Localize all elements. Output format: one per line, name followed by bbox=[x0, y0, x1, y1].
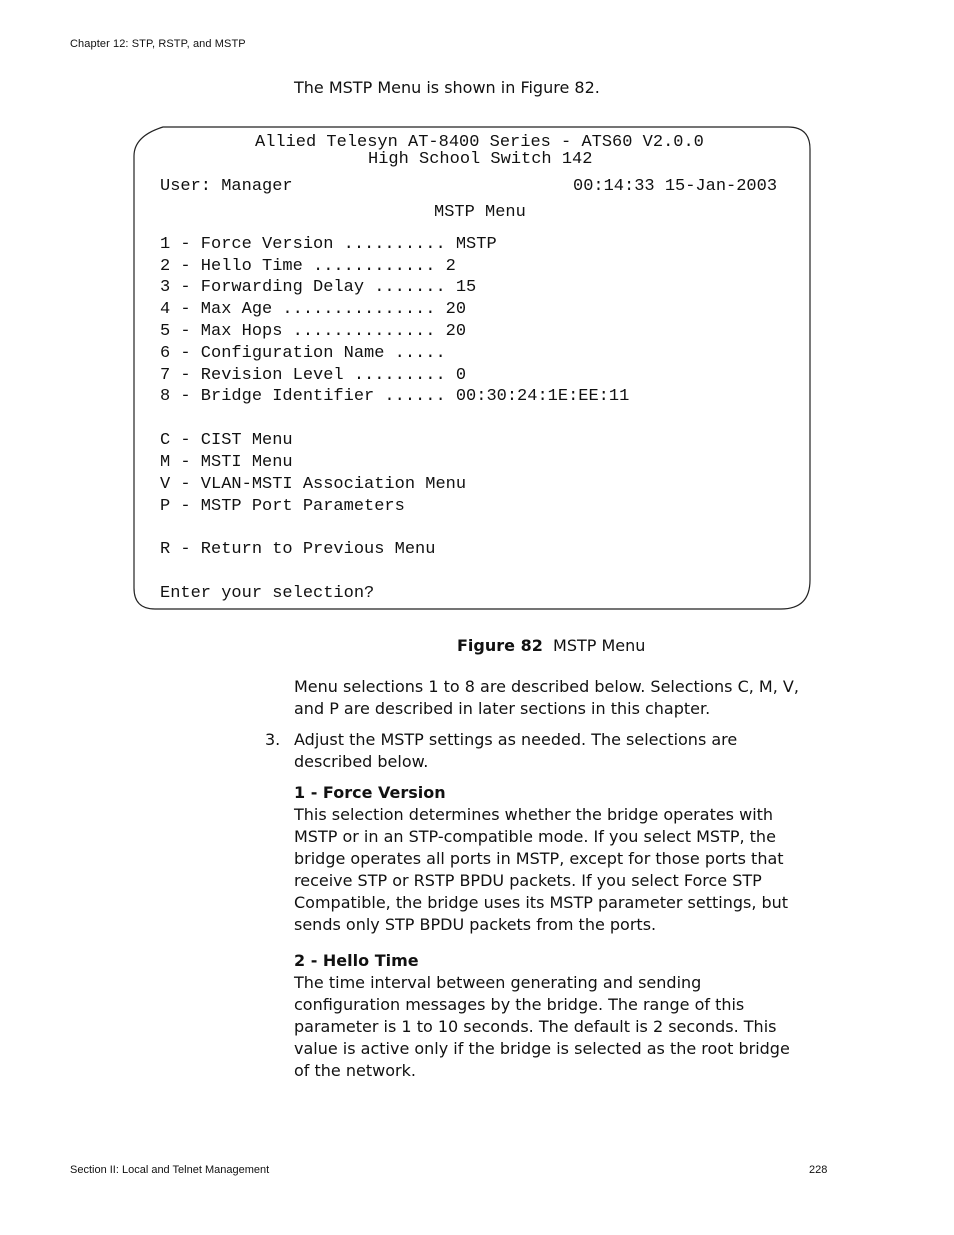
terminal-timestamp: 00:14:33 15-Jan-2003 bbox=[573, 177, 778, 196]
section-heading: 2 - Hello Time bbox=[294, 951, 419, 970]
paragraph-menu-selections bbox=[294, 676, 804, 720]
step-3 bbox=[294, 729, 804, 773]
section-text: This selection determines whether the bridge operates with MSTP or in an STP-compatible mode. If you select MSTP, the bridge operates all ports in MSTP, except for those ports that receive STP or RSTP BPDU packets. If you select Force STP Compatible, the bridge uses its MSTP parameter settings, but sends only STP BPDU packets from the ports. bbox=[294, 805, 789, 934]
terminal-menu-title: MSTP Menu bbox=[434, 203, 526, 222]
menu-item-hello-time[interactable]: 2 - Hello Time ............ 2 bbox=[160, 257, 456, 276]
chapter-header: Chapter 12: STP, RSTP, and MSTP bbox=[70, 38, 246, 50]
menu-item-return[interactable]: R - Return to Previous Menu bbox=[160, 540, 436, 559]
section-heading: 1 - Force Version bbox=[294, 783, 446, 802]
figure-caption bbox=[457, 636, 645, 655]
intro-text: The MSTP Menu is shown in Figure 82. bbox=[294, 78, 600, 97]
step-text: Adjust the MSTP settings as needed. The selections are described below. bbox=[294, 730, 738, 771]
menu-item-max-hops[interactable]: 5 - Max Hops .............. 20 bbox=[160, 322, 467, 341]
menu-item-revision-level[interactable]: 7 - Revision Level ......... 0 bbox=[160, 366, 467, 385]
menu-item-bridge-identifier[interactable]: 8 - Bridge Identifier ...... 00:30:24:1E:EE:11 bbox=[160, 387, 630, 406]
menu-item-msti[interactable]: M - MSTI Menu bbox=[160, 453, 293, 472]
menu-item-configuration-name[interactable]: 6 - Configuration Name ..... bbox=[160, 344, 446, 363]
menu-item-port-parameters[interactable]: P - MSTP Port Parameters bbox=[160, 497, 405, 516]
section-force-version bbox=[294, 782, 804, 936]
menu-item-forwarding-delay[interactable]: 3 - Forwarding Delay ....... 15 bbox=[160, 278, 477, 297]
figure-title: MSTP Menu bbox=[553, 636, 646, 655]
footer-page-number: 228 bbox=[809, 1164, 828, 1176]
menu-item-cist[interactable]: C - CIST Menu bbox=[160, 431, 293, 450]
menu-item-force-version[interactable]: 1 - Force Version .......... MSTP bbox=[160, 235, 497, 254]
step-number: 3. bbox=[265, 730, 281, 749]
paragraph-text: Menu selections 1 to 8 are described below. Selections C, M, V, and P are described in later sections in this chapter. bbox=[294, 677, 799, 718]
terminal-user: User: Manager bbox=[160, 177, 293, 196]
menu-item-max-age[interactable]: 4 - Max Age ............... 20 bbox=[160, 300, 467, 319]
terminal-title-2: High School Switch 142 bbox=[368, 150, 593, 169]
terminal-screen bbox=[133, 126, 811, 610]
figure-label: Figure 82 bbox=[457, 636, 543, 655]
footer-section: Section II: Local and Telnet Management bbox=[70, 1164, 270, 1176]
menu-item-vlan-msti[interactable]: V - VLAN-MSTI Association Menu bbox=[160, 475, 467, 494]
section-hello-time bbox=[294, 950, 804, 1082]
section-text: The time interval between generating and sending configuration messages by the bridge. The range of this parameter is 1 to 10 seconds. The default is 2 seconds. This value is active only if the bridge is selected as the root bridge of the network. bbox=[294, 973, 790, 1080]
terminal-title-1: Allied Telesyn AT-8400 Series - ATS60 V2.0.0 bbox=[255, 133, 704, 152]
terminal-prompt[interactable]: Enter your selection? bbox=[160, 584, 375, 603]
